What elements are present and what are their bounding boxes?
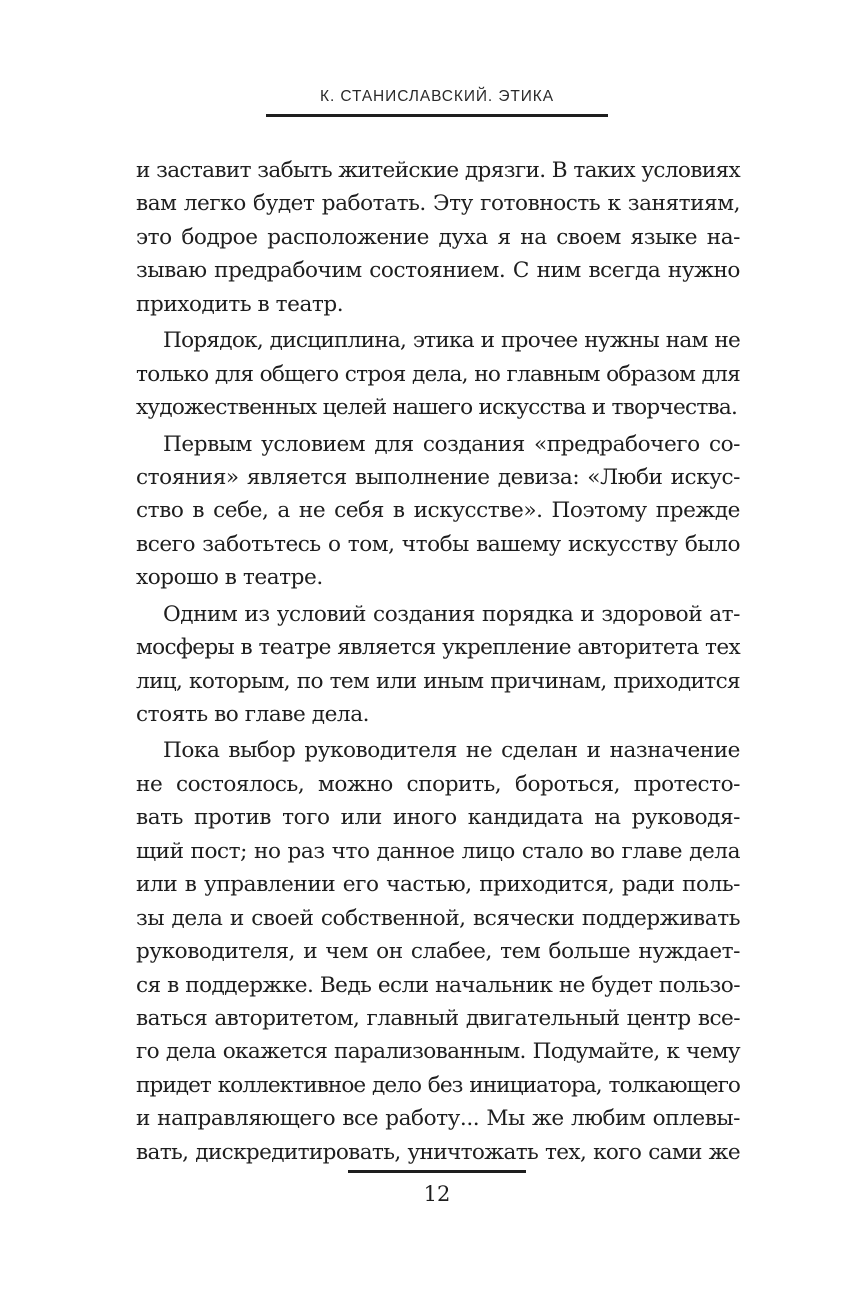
text-line: всего заботьтесь о том, чтобы вашему искусству было [136,531,740,557]
text-line: вать, дискредитировать, уничтожать тех, кого сами же [136,1139,740,1165]
text-line: Одним из условий создания порядка и здоровой ат- [163,601,740,627]
text-line: зываю предрабочим состоянием. С ним всегда нужно [136,258,740,284]
running-head: К. СТАНИСЛАВСКИЙ. ЭТИКА [320,88,554,105]
text-line: вать против того или иного кандидата на руководя- [136,805,740,831]
text-line: придет коллективное дело без инициатора, толкающего [136,1072,740,1098]
text-line: мосферы в театре является укрепление авторитета тех [136,635,740,661]
text-line: ся в поддержке. Ведь если начальник не будет пользо- [136,972,740,998]
text-line: Порядок, дисциплина, этика и прочее нужны нам не [163,328,740,354]
text-line: руководителя, и чем он слабее, тем больше нуждает- [136,939,740,965]
text-line: ство в себе, а не себя в искусстве». Поэтому прежде [136,498,740,524]
body-text [136,154,740,1169]
text-line: щий пост; но раз что данное лицо стало во главе дела [136,838,740,864]
text-line: хорошо в театре. [136,565,323,591]
text-line: Первым условием для создания «предрабочего со- [163,431,740,457]
text-line: стояния» является выполнение девиза: «Люби искус- [136,464,740,490]
text-line: приходить в театр. [136,291,344,317]
footer-rule [348,1170,526,1173]
text-line: вам легко будет работать. Эту готовность к занятиям, [136,191,740,217]
page-number: 12 [423,1182,451,1206]
text-line: го дела окажется парализованным. Подумайте, к чему [136,1039,740,1065]
text-line: это бодрое расположение духа я на своем языке на- [136,224,740,250]
text-line: только для общего строя дела, но главным образом для [136,361,740,387]
text-line: и заставит забыть житейские дрязги. В таких условиях [136,158,740,183]
text-line: или в управлении его частью, приходится, ради поль- [136,872,740,898]
text-line: лиц, которым, по тем или иным причинам, приходится [136,668,740,694]
text-line: зы дела и своей собственной, всячески поддерживать [136,905,740,931]
text-line: Пока выбор руководителя не сделан и назначение [163,738,740,764]
text-line: художественных целей нашего искусства и творчества. [136,395,738,421]
text-line: ваться авторитетом, главный двигательный центр все- [136,1005,740,1031]
text-line: и направляющего все работу... Мы же любим оплевы- [136,1106,740,1132]
header-rule [266,114,608,117]
text-line: не состоялось, можно спорить, бороться, протесто- [136,771,740,797]
text-line: стоять во главе дела. [136,702,370,727]
